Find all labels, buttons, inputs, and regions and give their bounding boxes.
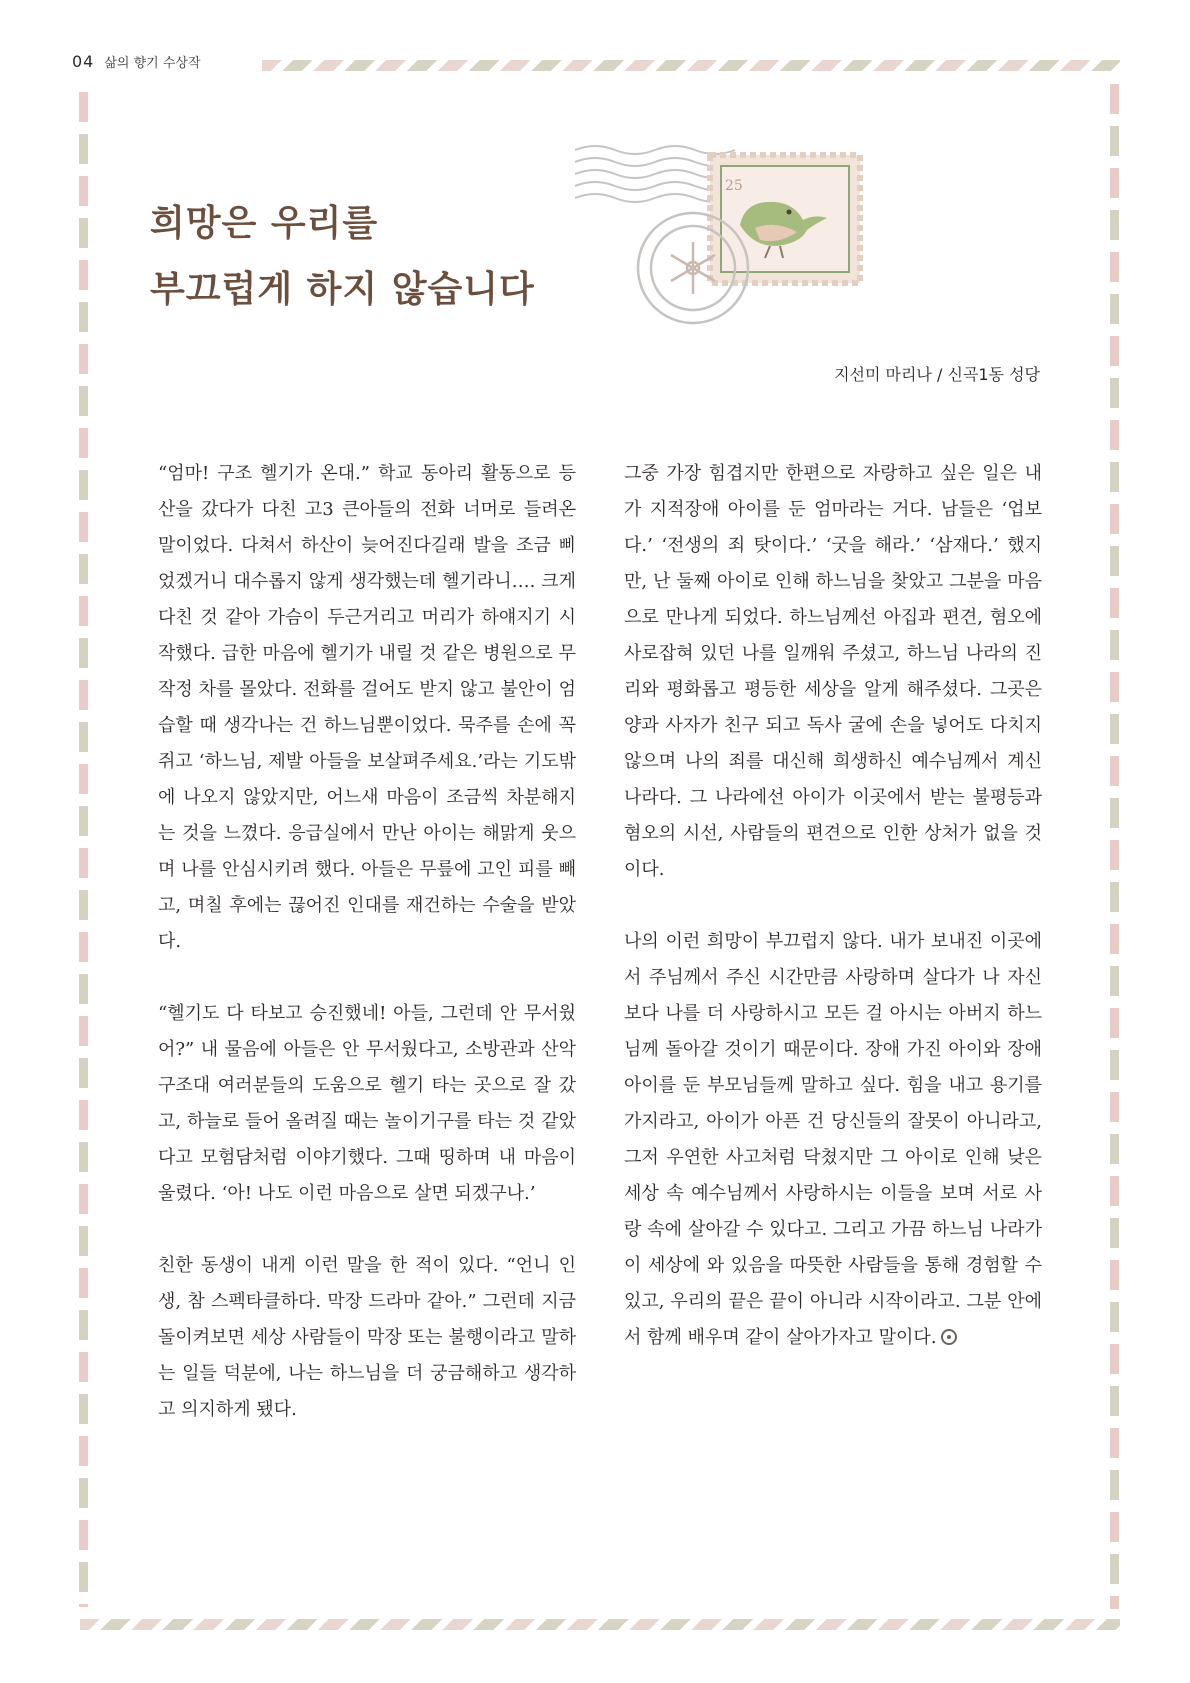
article-column-right [624, 456, 1042, 1392]
section-title: 삶의 향기 수상작 [104, 56, 201, 71]
article-title [150, 190, 535, 322]
end-mark-icon [941, 1329, 957, 1345]
airmail-border-right [1110, 84, 1119, 1609]
paragraph: “엄마! 구조 헬기가 온대.” 학교 동아리 활동으로 등산을 갔다가 다친 고3 큰아들의 전화 너머로 들려온 말이었다. 다쳐서 하산이 늦어진다길래 발을 조금 삐었겠거니 대수롭지 않게 생각했는데 헬기라니…. 크게 다친 것 같아 가슴이 두근거리고 머리가 하얘지기 시작했다. 급한 마음에 헬기가 내릴 것 같은 병원으로 무작정 차를 몰았다. 전화를 걸어도 받지 않고 불안이 엄습할 때 생각나는 건 하느님뿐이었다. 묵주를 손에 꼭 쥐고 ‘하느님, 제발 아들을 보살펴주세요.’라는 기도밖에 나오지 않았지만, 어느새 마음이 조금씩 차분해지는 것을 느꼈다. 응급실에서 만난 아이는 해맑게 웃으며 나를 안심시키려 했다. 아들은 무릎에 고인 피를 빼고, 며칠 후에는 끊어진 인대를 재건하는 수술을 받았다. [158, 463, 576, 952]
airmail-border-bottom [80, 1619, 1120, 1630]
paragraph: “헬기도 다 타보고 승진했네! 아들, 그런데 안 무서웠어?” 내 물음에 아들은 안 무서웠다고, 소방관과 산악구조대 여러분들의 도움으로 헬기 타는 곳으로 잘 갔고, 하늘로 들어 올려질 때는 놀이기구를 타는 것 같았다고 모험담처럼 이야기했다. 그때 띵하며 내 마음이 울렸다. ‘아! 나도 이런 마음으로 살면 되겠구나.’ [158, 1003, 576, 1204]
title-line-1: 희망은 우리를 [150, 202, 379, 244]
airmail-border-top [262, 60, 1120, 71]
paragraph-text: 나의 이런 희망이 부끄럽지 않다. 내가 보내진 이곳에서 주님께서 주신 시간만큼 사랑하며 살다가 나 자신보다 나를 더 사랑하시고 모든 걸 아시는 아버지 하느님께 돌아갈 것이기 때문이다. 장애 가진 아이와 장애아이를 둔 부모님들께 말하고 싶다. 힘을 내고 용기를 가지라고, 아이가 아픈 건 당신들의 잘못이 아니라고, 그저 우연한 사고처럼 닥쳤지만 그 아이로 인해 낮은 세상 속 예수님께서 사랑하시는 이들을 보며 서로 사랑 속에 살아갈 수 있다고. 그리고 가끔 하느님 나라가 이 세상에 와 있음을 따뜻한 사람들을 통해 경험할 수 있고, 우리의 끝은 끝이 아니라 시작이라고. 그분 안에서 함께 배우며 같이 살아가자고 말이다. [624, 931, 1042, 1348]
paragraph: 친한 동생이 내게 이런 말을 한 적이 있다. “언니 인생, 참 스펙타클하다. 막장 드라마 같아.” 그런데 지금 돌이켜보면 세상 사람들이 막장 또는 불행이라고 말하는 일들 덕분에, 나는 하느님을 더 궁금해하고 생각하고 의지하게 됐다. [158, 1255, 576, 1420]
page-header [72, 52, 201, 76]
postage-stamp-illustration [575, 140, 925, 370]
title-line-2: 부끄럽게 하지 않습니다 [150, 268, 535, 310]
stamp-value: 25 [725, 178, 743, 194]
paragraph-last [624, 924, 1042, 1356]
page-number: 04 [72, 52, 95, 71]
airmail-border-left [79, 92, 88, 1607]
author-byline: 지선미 마리나 / 신곡1동 성당 [834, 365, 1040, 384]
paragraph: 그중 가장 힘겹지만 한편으로 자랑하고 싶은 일은 내가 지적장애 아이를 둔 엄마라는 거다. 남들은 ‘업보다.’ ‘전생의 죄 탓이다.’ ‘굿을 해라.’ ‘삼재다.’ 했지만, 난 둘째 아이로 인해 하느님을 찾았고 그분을 마음으로 만나게 되었다. 하느님께선 아집과 편견, 혐오에 사로잡혀 있던 나를 일깨워 주셨고, 하느님 나라의 진리와 평화롭고 평등한 세상을 알게 해주셨다. 그곳은 양과 사자가 친구 되고 독사 굴에 손을 넣어도 다치지 않으며 나의 죄를 대신해 희생하신 예수님께서 계신 나라다. 그 나라에선 아이가 이곳에서 받는 불평등과 혐오의 시선, 사람들의 편견으로 인한 상처가 없을 것이다. [624, 463, 1042, 880]
article-column-left [158, 456, 576, 1464]
